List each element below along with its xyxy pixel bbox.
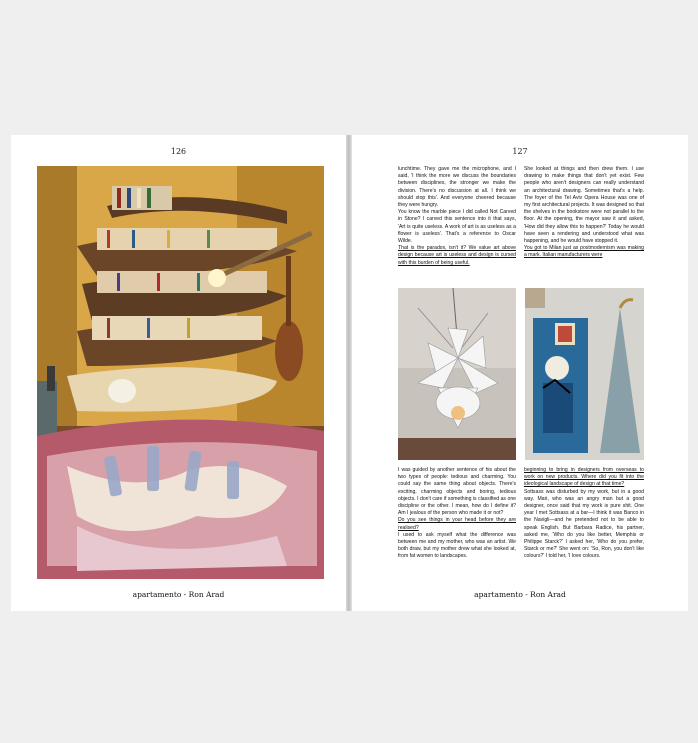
page-number-left: 126	[170, 147, 187, 156]
text-column-1-top	[398, 166, 516, 267]
paragraph: You got to Milan just as postmodernism was making a mark. Italian manufacturers were	[524, 245, 644, 259]
footer-right: apartamento - Ron Arad	[474, 590, 566, 599]
paragraph: That is the paradox, isn't it? We value art above design because art is useless and design is cursed with this burden of being useful.	[398, 245, 516, 266]
paragraph: lunchtime. They gave me the microphone, and I said, 'I think the more we discuss the boundaries between disciplines, the stronger we make the division. There's no discussion at all. I think we should stop this'. And everyone cheered because they were hungry.	[398, 166, 516, 209]
paragraph: You know the marble piece I did called Not Carved in Stone? I carved this sentence into it that says, 'Art is quite useless. A work of art is as useless as a flower is useless'. That's a reference to Oscar Wilde.	[398, 209, 516, 245]
paragraph: Sottsass was disturbed by my work, but in a good way. Mari, who was an angry man but a good designer, once said that my work is pure shit. One year I met Sottsass at a bar—I think it was Banco in the Navigli—and he pretended not to be able to speak English. But Barbara Radice, his partner, asked me, 'Who do you like better, Memphis or Philippe Starck?' I asked her, 'Who do you prefer, Starck or me?' She went on: 'So, Ron, you don't like colours?' I told her, 'I love colours.	[524, 488, 644, 560]
footer-left: apartamento - Ron Arad	[132, 590, 225, 599]
right-page	[352, 135, 688, 611]
paragraph: She looked at things and then drew them. I use drawing to make things that don't yet exist. Few people who aren't designers can really understand an architectural drawing. Sometimes that's a help. The foyer of the Tel Aviv Opera House was one of my first architectural projects. It was designed so that the shelves in the bookstore were not parallel to the floor. At the opening, the mayor saw it and asked, 'How did they allow this to happen?' Today he would have seen a rendering and understood what was happening, and he would have stopped it.	[524, 166, 644, 245]
text-column-2-bottom	[524, 467, 644, 561]
paragraph: Do you see things in your head before they are realised?	[398, 517, 516, 531]
page-number-right: 127	[512, 147, 528, 156]
paragraph: I was guided by another sentence of his about the two types of people: tedious and charming. You could say the same thing about objects. There's exciting, charming objects and boring, tedious objects. I don't care if something is classified as one discipline or the other. I mean, how do I define it? Am I jealous of the person who made it or not?	[398, 467, 516, 517]
left-page	[11, 135, 346, 611]
poster-lamp-photo	[525, 288, 644, 460]
chandelier-photo	[398, 288, 516, 460]
paragraph: I used to ask myself what the difference was between me and my mother, who was an artist. We both draw, but my mother drew what she looked at, from fat women to landscapes.	[398, 531, 516, 560]
paragraph: beginning to bring in designers from overseas to work on new products. Where did you fit into the ideological landscape of design at that time?	[524, 467, 644, 488]
text-column-2-top	[524, 166, 644, 260]
text-column-1-bottom	[398, 467, 516, 561]
bookshelf-photo	[37, 166, 324, 579]
